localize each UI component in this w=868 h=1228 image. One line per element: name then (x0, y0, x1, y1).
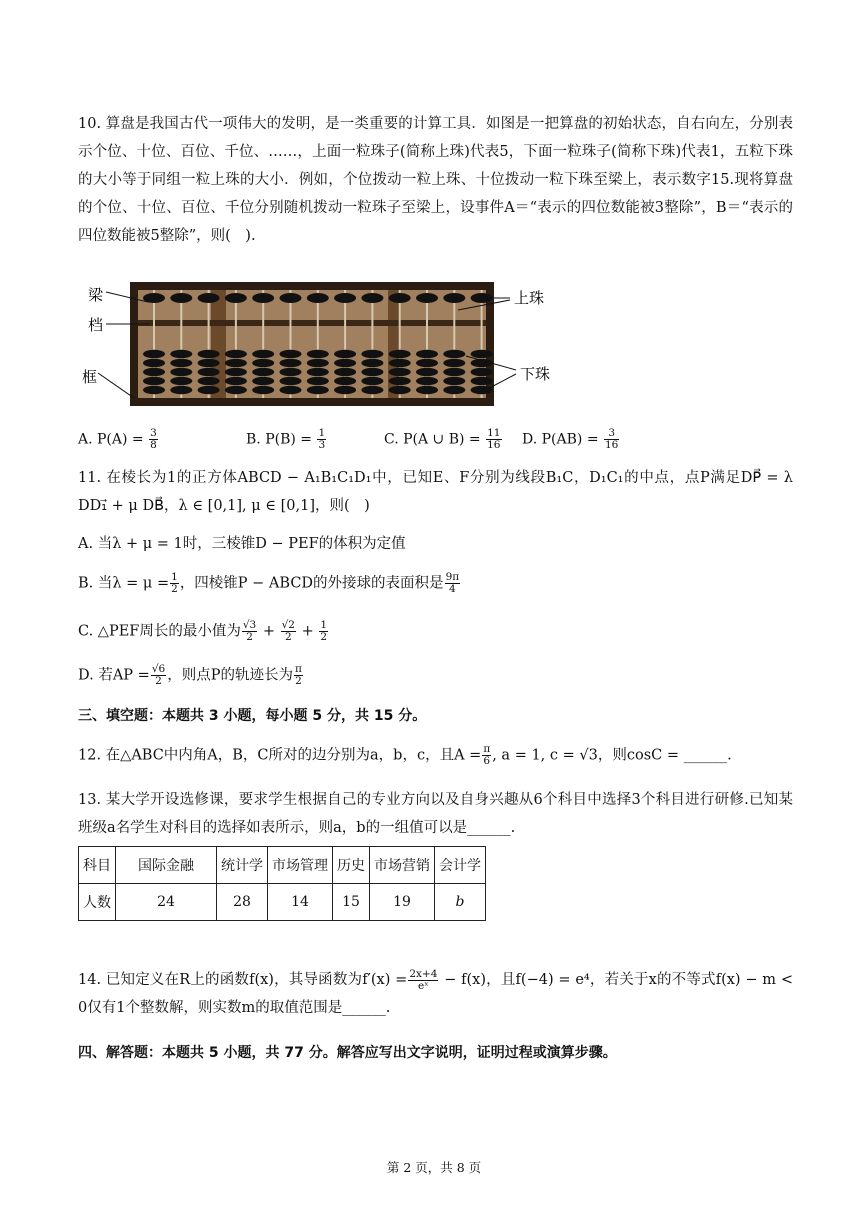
lower-bead (252, 350, 274, 358)
lower-bead (198, 368, 220, 376)
table-cell: 24 (116, 884, 217, 921)
lower-bead (143, 359, 165, 367)
lower-bead (280, 386, 302, 394)
question-10-text: 10. 算盘是我国古代一项伟大的发明，是一类重要的计算工具．如图是一把算盘的初始状态，自右向左，分别表示个位、十位、百位、千位、……，上面一粒珠子(简称上珠)代表5，下面一粒珠子(简称下珠)代表1，五粒下珠的大小等于同组一粒上珠的大小．例如，个位拨动一粒上珠、十位拨动一粒下珠至梁上，表示数字15.现将算盘的个位、十位、百位、千位分别随机拨动一粒珠子至梁上，设事件A＝“表示的四位数能被3整除”，B＝“表示的四位数能被5整除”，则( ). (78, 116, 793, 244)
lower-bead (443, 350, 465, 358)
q11-option-b: B. 当λ = μ = $\frac{1}{2}$ ，四棱锥P − ABCD的外接球的表面积是 $\frac{9\pi}{4}$ (78, 571, 460, 595)
table-cell: 会计学 (435, 847, 486, 884)
table-cell: 19 (370, 884, 435, 921)
q10-option-c: C. P(A ∪ B) = $\frac{11}{16}$ (384, 427, 501, 451)
lower-bead (225, 368, 247, 376)
lower-bead (143, 386, 165, 394)
lower-bead (198, 377, 220, 385)
lower-bead (252, 368, 274, 376)
upper-bead (361, 293, 383, 303)
table-cell: 国际金融 (116, 847, 217, 884)
q11-option-d: D. 若AP = $\frac{√6}{2}$ ，则点P的轨迹长为 $\frac{\pi}{2}$ (78, 663, 302, 687)
upper-bead (170, 293, 192, 303)
subject-table (78, 846, 486, 921)
lower-bead (471, 368, 493, 376)
lower-bead (361, 386, 383, 394)
lower-bead (416, 359, 438, 367)
q11-option-c: C. △PEF周长的最小值为 $\frac{√3}{2}$ + $\frac{√2}{2}$ + $\frac{1}{2}$ (78, 619, 328, 643)
lower-bead (198, 386, 220, 394)
lower-bead (361, 350, 383, 358)
lower-bead (389, 368, 411, 376)
lower-bead (307, 350, 329, 358)
lower-bead (416, 368, 438, 376)
table-cell: 统计学 (217, 847, 268, 884)
label-liang: 梁 (88, 286, 104, 304)
q10-option-d: D. P(AB) = $\frac{3}{16}$ (522, 427, 619, 451)
abacus-figure (78, 278, 568, 408)
table-cell: 市场营销 (370, 847, 435, 884)
upper-bead (307, 293, 329, 303)
lower-bead (416, 386, 438, 394)
upper-bead (252, 293, 274, 303)
table-row (79, 884, 486, 921)
table-cell: b (435, 884, 486, 921)
upper-bead (225, 293, 247, 303)
section-4-heading: 四、解答题：本题共 5 小题，共 77 分。解答应写出文字说明，证明过程或演算步骤。 (78, 1045, 617, 1061)
page-footer: 第 2 页，共 8 页 (386, 1160, 482, 1175)
lower-bead (198, 350, 220, 358)
lower-bead (471, 386, 493, 394)
lower-bead (416, 377, 438, 385)
lower-bead (170, 386, 192, 394)
lower-bead (389, 377, 411, 385)
lower-bead (225, 386, 247, 394)
lower-bead (143, 350, 165, 358)
lower-bead (280, 359, 302, 367)
lower-bead (307, 377, 329, 385)
lower-bead (170, 359, 192, 367)
lower-bead (170, 368, 192, 376)
lower-bead (307, 359, 329, 367)
lower-bead (443, 368, 465, 376)
lower-bead (443, 386, 465, 394)
q10-option-b: B. P(B) = $\frac{1}{3}$ (246, 427, 326, 451)
lower-bead (334, 377, 356, 385)
question-14: 14. 已知定义在R上的函数f(x)，其导函数为f′(x) = $\frac{2x+4}{\text{eˣ}}$ − f(x)，且f(−4) = e⁴，若关于x的不等式f(x) − m < 0仅有1个整数解，则实数m的取值范围是______. (78, 967, 793, 1016)
lower-bead (443, 377, 465, 385)
lower-bead (361, 359, 383, 367)
lower-bead (307, 368, 329, 376)
lower-bead (334, 350, 356, 358)
lower-bead (143, 377, 165, 385)
lower-bead (471, 350, 493, 358)
q10-option-a: A. P(A) = $\frac{3}{8}$ (78, 427, 157, 451)
lower-bead (252, 386, 274, 394)
label-shangzhu: 上珠 (514, 289, 545, 307)
lower-bead (389, 386, 411, 394)
lower-bead (334, 368, 356, 376)
upper-bead (443, 293, 465, 303)
upper-bead (198, 293, 220, 303)
lower-bead (361, 368, 383, 376)
lower-bead (471, 377, 493, 385)
table-cell: 市场管理 (268, 847, 333, 884)
label-kuang: 框 (82, 368, 98, 386)
lower-bead (307, 386, 329, 394)
upper-bead (416, 293, 438, 303)
lower-bead (389, 350, 411, 358)
lower-bead (334, 359, 356, 367)
lower-bead (170, 377, 192, 385)
lower-bead (143, 368, 165, 376)
lower-bead (280, 377, 302, 385)
question-12: 12. 在△ABC中内角A，B，C所对的边分别为a，b，c，且A = $\frac{\pi}{6}$ , a = 1, c = √3，则cosC = ______. (78, 743, 732, 767)
section-3-heading: 三、填空题：本题共 3 小题，每小题 5 分，共 15 分。 (78, 708, 427, 724)
lower-bead (225, 359, 247, 367)
table-cell: 28 (217, 884, 268, 921)
q11-option-a: A. 当λ + μ = 1时，三棱锥D − PEF的体积为定值 (78, 536, 406, 552)
lower-bead (389, 359, 411, 367)
upper-bead (334, 293, 356, 303)
lower-bead (170, 350, 192, 358)
lower-bead (252, 377, 274, 385)
table-header-row (79, 847, 486, 884)
lower-bead (443, 359, 465, 367)
lower-bead (198, 359, 220, 367)
question-11-text: 11. 在棱长为1的正方体ABCD − A₁B₁C₁D₁中，已知E、F分别为线段B₁C，D₁C₁的中点，点P满足DP⃗ = λ DD₁⃗ + μ DB⃗，λ ∈ [0,1], μ ∈ [0,1]，则( ) (78, 470, 793, 514)
lower-bead (225, 377, 247, 385)
lower-bead (280, 368, 302, 376)
table-cell: 15 (333, 884, 370, 921)
upper-bead (280, 293, 302, 303)
lower-bead (225, 350, 247, 358)
lower-bead (252, 359, 274, 367)
label-xiazhu: 下珠 (520, 365, 551, 383)
lower-bead (416, 350, 438, 358)
lower-bead (334, 386, 356, 394)
table-cell: 14 (268, 884, 333, 921)
table-cell: 科目 (79, 847, 116, 884)
question-13-text: 13. 某大学开设选修课，要求学生根据自己的专业方向以及自身兴趣从6个科目中选择3个科目进行研修.已知某班级a名学生对科目的选择如表所示，则a，b的一组值可以是______. (78, 792, 793, 836)
upper-bead (389, 293, 411, 303)
table-cell: 历史 (333, 847, 370, 884)
table-cell: 人数 (79, 884, 116, 921)
label-dang: 档 (88, 316, 104, 334)
lower-bead (280, 350, 302, 358)
lower-bead (361, 377, 383, 385)
